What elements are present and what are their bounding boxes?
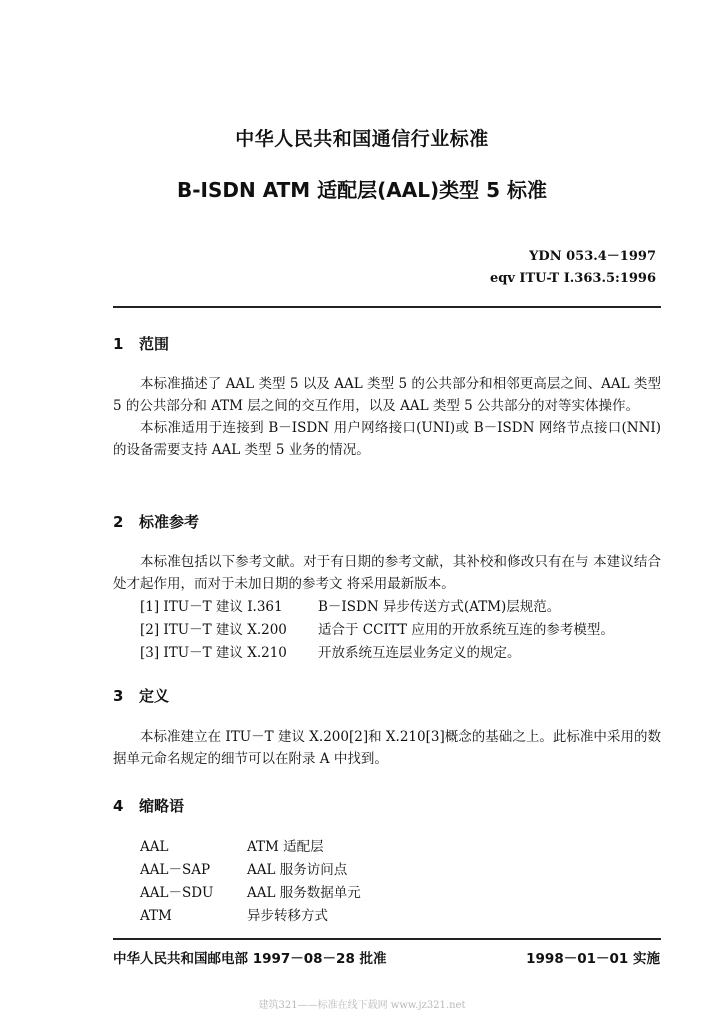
list-item [140, 642, 660, 665]
document-title: B-ISDN ATM 适配层(AAL)类型 5 标准 [177, 178, 547, 202]
standard-category-title: 中华人民共和国通信行业标准 [235, 128, 489, 150]
abbreviation-term: AAL－SDU [140, 885, 214, 901]
reference-title: 适合于 CCITT 应用的开放系统互连的参考模型。 [318, 622, 614, 638]
list-item [140, 596, 660, 619]
section-body-definitions [113, 726, 661, 770]
section-title: 缩略语 [139, 797, 185, 815]
reference-title: 开放系统互连层业务定义的规定。 [318, 645, 521, 661]
section-body-scope [113, 373, 661, 461]
section-title: 范围 [139, 335, 170, 353]
section-number: 4 [113, 797, 124, 815]
list-item [140, 619, 660, 642]
section-heading-references [113, 511, 199, 532]
section-number: 2 [113, 513, 124, 531]
top-divider [113, 306, 661, 308]
paragraph: 本标准建立在 ITU－T 建议 X.200[2]和 X.210[3]概念的基础之上。此标准中采用的数据单元命名规定的细节可以在附录 A 中找到。 [113, 729, 661, 767]
implementation-date: 1998－01－01 实施 [526, 951, 660, 967]
equivalent-standard: eqv ITU-T I.363.5:1996 [489, 271, 656, 286]
section-body-references [113, 551, 661, 595]
reference-id: [3] ITU－T 建议 X.210 [140, 645, 287, 661]
abbreviation-meaning: 异步转移方式 [247, 908, 328, 924]
list-item [140, 836, 540, 859]
reference-id: [1] ITU－T 建议 I.361 [140, 599, 283, 615]
reference-title: B－ISDN 异步传送方式(ATM)层规范。 [318, 599, 561, 615]
abbreviation-list [140, 836, 540, 928]
abbreviation-term: AAL [140, 839, 169, 855]
section-number: 3 [113, 687, 124, 705]
section-heading-scope [113, 333, 169, 354]
section-number: 1 [113, 335, 124, 353]
paragraph: 本标准包括以下参考文献。对于有日期的参考文献，其补校和修改只有在与 本建议结合处才起作用，而对于未加日期的参考文 将采用最新版本。 [113, 554, 661, 592]
list-item [140, 859, 540, 882]
abbreviation-meaning: ATM 适配层 [247, 839, 324, 855]
list-item [140, 905, 540, 928]
abbreviation-term: ATM [140, 908, 172, 924]
standard-number-block [490, 246, 656, 290]
paragraph: 本标准描述了 AAL 类型 5 以及 AAL 类型 5 的公共部分和相邻更高层之间、AAL 类型 5 的公共部分和 ATM 层之间的交互作用，以及 AAL 类型 5 公共部分的对等实体操作。 [113, 376, 661, 414]
reference-id: [2] ITU－T 建议 X.200 [140, 622, 287, 638]
reference-list [140, 596, 660, 665]
section-title: 标准参考 [139, 513, 200, 531]
site-watermark: 建筑321——标准在线下载网 www.jz321.net [258, 1000, 466, 1011]
paragraph: 本标准适用于连接到 B－ISDN 用户网络接口(UNI)或 B－ISDN 网络节点接口(NNI)的设备需要支持 AAL 类型 5 业务的情况。 [113, 420, 661, 458]
abbreviation-meaning: AAL 服务访问点 [247, 862, 348, 878]
abbreviation-meaning: AAL 服务数据单元 [247, 885, 361, 901]
section-title: 定义 [139, 687, 170, 705]
bottom-divider [113, 938, 661, 940]
approval-line: 中华人民共和国邮电部 1997－08－28 批准 [113, 951, 387, 967]
section-heading-abbreviations [113, 795, 184, 816]
section-heading-definitions [113, 685, 169, 706]
list-item [140, 882, 540, 905]
standard-number: YDN 053.4－1997 [529, 249, 656, 264]
abbreviation-term: AAL－SAP [140, 862, 211, 878]
